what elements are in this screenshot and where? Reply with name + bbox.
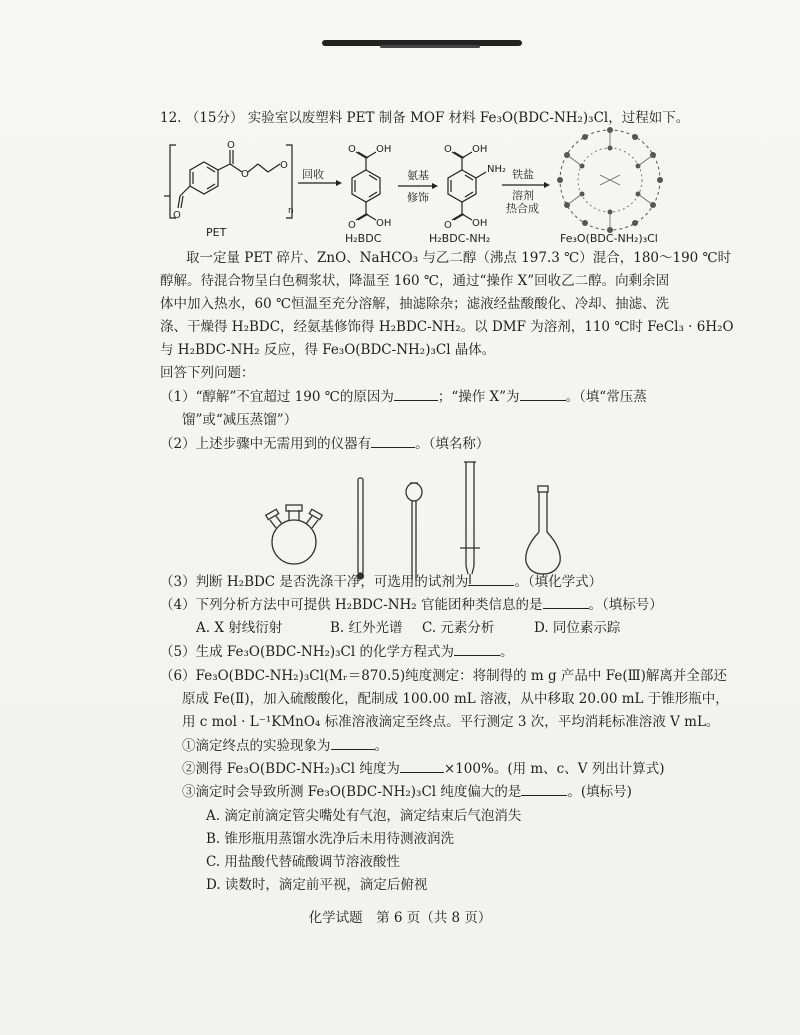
burette [460,462,480,584]
q6-option-c: C. 用盐酸代替硫酸调节溶液酸性 [206,854,400,870]
q3-text: （3）判断 H₂BDC 是否洗涤干净，可选用的试剂为 [160,574,469,590]
three-neck-flask [266,505,322,564]
svg-text:OH: OH [472,218,488,229]
q6-option-a: A. 滴定前滴定管尖嘴处有气泡，滴定结束后气泡消失 [206,808,522,824]
sub-question-3 [160,572,602,592]
arrow-synthesis-line3: 热合成 [506,202,539,215]
svg-text:OH: OH [376,144,392,155]
sub-question-4 [160,595,663,615]
svg-text:O: O [348,144,356,155]
question-score: （15分） [185,110,244,126]
q2-text-2: 。（填名称） [415,436,490,452]
q3-blank[interactable] [468,585,514,586]
q1-continued: 馏”或“减压蒸馏”） [182,412,298,428]
thermometer [358,478,364,579]
q4-option-c: C. 元素分析 [422,620,495,636]
arrow-amination-top: 氨基 [407,169,429,182]
q6-sub-3 [182,782,632,802]
q1-text-3: 。（填“常压蒸 [565,389,647,405]
q6-s2-text-2: ×100%。(用 m、c、V 列出计算式) [443,761,665,777]
paragraph-line: 涤、干燥得 H₂BDC，经氨基修饰得 H₂BDC-NH₂。以 DMF 为溶剂，110 ℃时 FeCl₃ · 6H₂O [160,319,734,335]
q4-text-2: 。（填标号） [588,597,663,613]
q4-blank[interactable] [543,608,589,609]
nh2-group-label: NH₂ [487,164,507,175]
q5-text: （5）生成 Fe₃O(BDC-NH₂)₃Cl 的化学方程式为 [160,644,454,660]
q6-s1-blank[interactable] [331,749,375,750]
h2bdc-nh2-label: H₂BDC-NH₂ [429,232,491,245]
q6-option-d: D. 读数时，滴定前平视，滴定后俯视 [206,877,428,893]
q3-text-2: 。（填化学式） [514,574,603,590]
arrow-synthesis-line1: 铁盐 [512,168,534,181]
q4-option-a: A. X 射线衍射 [196,620,283,636]
q6-line: 原成 Fe(Ⅱ)，加入硫酸酸化，配制成 100.00 mL 溶液，从中移取 20.00 mL 于锥形瓶中， [182,691,729,707]
question-intro: 实验室以废塑料 PET 制备 MOF 材料 Fe₃O(BDC-NH₂)₃Cl，过程如下。 [247,110,690,126]
q6-sub-1 [182,736,388,756]
carbonyl-o-2: O [173,210,181,221]
svg-text:O: O [444,220,452,231]
q5-text-2: 。 [500,644,514,660]
carbonyl-o-1: O [227,140,235,151]
q6-s3-text: ③滴定时会导致所测 Fe₃O(BDC-NH₂)₃Cl 纯度偏大的是 [182,784,522,800]
q6-line: （6）Fe₃O(BDC-NH₂)₃Cl(Mᵣ＝870.5)纯度测定：将制得的 m g 产品中 Fe(Ⅲ)解离并全部还 [160,668,727,684]
q4-option-b: B. 红外光谱 [330,620,403,636]
q6-s3-blank[interactable] [521,795,567,796]
pet-repeat-n: n [288,206,294,216]
q4-option-d: D. 同位素示踪 [534,620,621,636]
question-number: 12. [160,110,182,126]
q6-s2-text: ②测得 Fe₃O(BDC-NH₂)₃Cl 纯度为 [182,761,400,777]
q4-text: （4）下列分析方法中可提供 H₂BDC-NH₂ 官能团种类信息的是 [160,597,543,613]
q5-blank[interactable] [454,655,500,656]
answer-prompt: 回答下列问题： [160,365,255,381]
svg-text:OH: OH [376,218,392,229]
q6-option-b: B. 锥形瓶用蒸馏水洗净后未用待测液润洗 [206,831,455,847]
q6-s2-blank[interactable] [400,772,444,773]
q2-text: （2）上述步骤中无需用到的仪器有 [160,436,372,452]
volumetric-flask [526,486,560,574]
paragraph-line: 醇解。待混合物呈白色稠浆状，降温至 160 ℃，通过“操作 X”回收乙二醇。向剩余固 [160,273,670,289]
q6-line: 用 c mol · L⁻¹KMnO₄ 标准溶液滴定至终点。平行测定 3 次，平均消耗标准溶液 V mL。 [182,714,720,730]
arrow-synthesis-line2: 溶剂 [512,189,534,202]
svg-text:O: O [348,220,356,231]
paragraph-line: 与 H₂BDC-NH₂ 反应，得 Fe₃O(BDC-NH₂)₃Cl 晶体。 [160,342,496,358]
q1-text: （1）“醇解”不宜超过 190 ℃的原因为 [160,389,394,405]
paragraph-line: 体中加入热水，60 ℃恒温至充分溶解，抽滤除杂；滤液经盐酸酸化、冷却、抽滤、洗 [160,296,670,312]
ester-o: O [241,169,249,180]
product-label: Fe₃O(BDC-NH₂)₃Cl [560,232,658,245]
paragraph-line: 取一定量 PET 碎片、ZnO、NaHCO₃ 与乙二醇（沸点 197.3 ℃）混合，180～190 ℃时 [186,250,732,266]
q6-s1-text: ①滴定终点的实验现象为 [182,738,331,754]
q6-s1-end: 。 [374,738,388,754]
pet-label: PET [206,226,227,239]
q6-s3-text-2: 。(填标号) [567,784,632,800]
ether-o: O [280,160,288,171]
separatory-funnel [406,483,422,580]
arrow-recover-label: 回收 [302,168,324,181]
h2bdc-label: H₂BDC [345,232,382,245]
arrow-amination-bottom: 修饰 [407,191,429,204]
svg-text:OH: OH [472,144,488,155]
svg-text:O: O [444,144,452,155]
q6-sub-2 [182,759,665,779]
q1-text-2: ；“操作 X”为 [437,389,520,405]
page-footer: 化学试题 第 6 页（共 8 页） [308,910,492,926]
sub-question-5 [160,642,514,662]
